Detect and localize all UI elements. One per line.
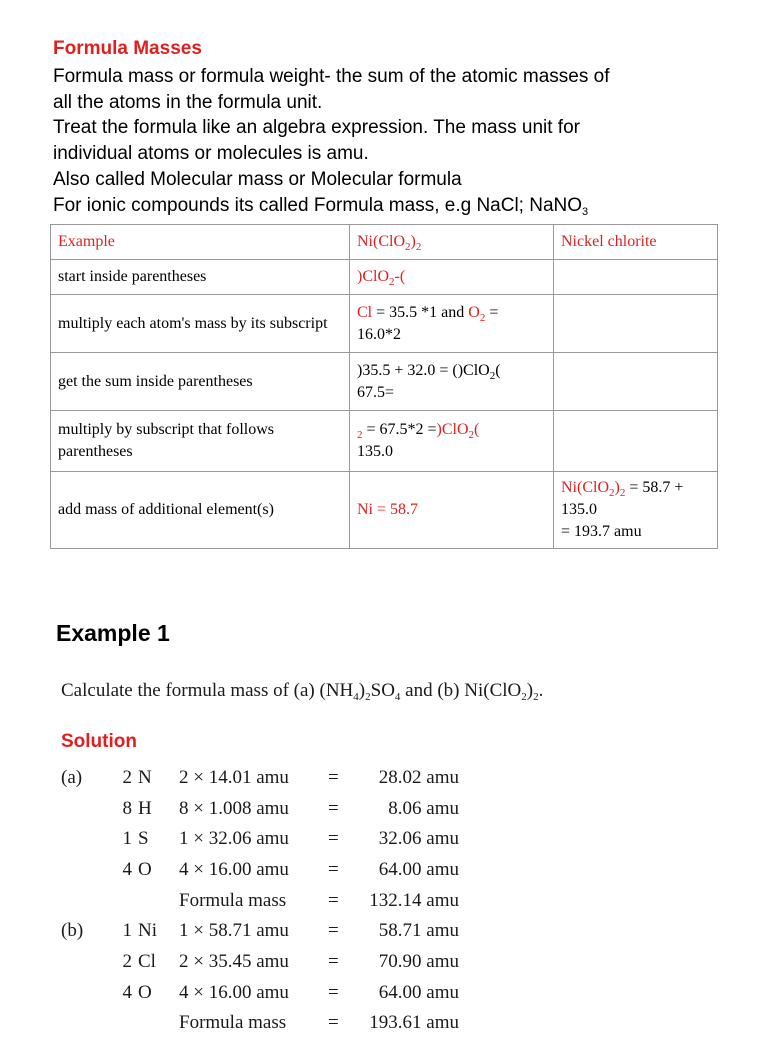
paragraph-text: For ionic compounds its called Formula mass, e.g NaCl; NaNO xyxy=(53,195,583,216)
text: . xyxy=(538,680,544,701)
equals-sign: = xyxy=(328,767,339,788)
text: )ClO xyxy=(436,421,469,438)
text: = 35.5 *1 and xyxy=(372,303,469,321)
example-heading: Example 1 xyxy=(56,620,170,646)
element-symbol: N xyxy=(138,767,152,788)
mass-result: 64.00 amu xyxy=(378,982,459,1003)
equals-sign: = xyxy=(328,920,339,941)
mass-calculation: 4 × 16.00 amu xyxy=(179,859,289,880)
text: ) xyxy=(358,680,366,701)
text: SO xyxy=(370,680,395,701)
section-title: Formula Masses xyxy=(53,38,202,59)
subscript: 2 xyxy=(468,429,475,441)
step-label: add mass of additional element(s) xyxy=(51,472,350,549)
element-symbol: Cl xyxy=(138,951,156,972)
equals-sign: = xyxy=(328,982,339,1003)
empty-cell xyxy=(554,353,718,411)
element-symbol: S xyxy=(138,828,149,849)
subscript: 3 xyxy=(582,206,589,218)
empty-cell xyxy=(554,295,718,353)
element-symbol: Ni xyxy=(138,920,157,941)
subscript: 2 xyxy=(479,311,486,324)
solution-row xyxy=(0,920,768,950)
text: 67.5= xyxy=(357,383,395,401)
text: ) xyxy=(410,233,416,250)
text: ) xyxy=(614,479,620,496)
element-symbol: O xyxy=(138,859,152,880)
step-work xyxy=(350,260,554,295)
atom-count: 4 xyxy=(122,859,132,880)
text: )35.5 + 32.0 = ()ClO xyxy=(357,361,490,379)
step-label: multiply by subscript that follows parentheses xyxy=(51,411,350,472)
empty-cell xyxy=(554,411,718,472)
equals-sign: = xyxy=(328,859,339,880)
solution-row xyxy=(0,828,768,858)
step-label: start inside parentheses xyxy=(51,260,350,295)
paragraph-line: Formula mass or formula weight- the sum of the atomic masses of xyxy=(53,66,610,87)
subscript: 2 xyxy=(415,241,422,253)
paragraph-line xyxy=(53,193,588,219)
paragraph-line: Treat the formula like an algebra expression. The mass unit for xyxy=(53,117,580,138)
element-symbol: O xyxy=(138,982,152,1003)
text: Ni(ClO xyxy=(357,233,405,250)
solution-row xyxy=(0,798,768,828)
text: and (b) Ni(ClO xyxy=(400,680,522,701)
text: O xyxy=(468,303,480,321)
atom-count: 4 xyxy=(122,982,132,1003)
text: = 58.7 + xyxy=(625,479,684,496)
step-label: get the sum inside parentheses xyxy=(51,353,350,411)
mass-result: 8.06 amu xyxy=(388,798,459,819)
mass-result: 70.90 amu xyxy=(378,951,459,972)
mass-calculation: 1 × 32.06 amu xyxy=(179,828,289,849)
subscript: 2 xyxy=(533,691,539,703)
text: )ClO xyxy=(357,268,389,285)
example-question xyxy=(61,680,543,702)
text: Ni = 58.7 xyxy=(357,501,419,518)
subscript: 2 xyxy=(357,429,363,441)
solution-row xyxy=(0,951,768,981)
mass-calculation: 2 × 35.45 amu xyxy=(179,951,289,972)
subscript: 2 xyxy=(609,487,615,499)
text: Ni(ClO xyxy=(561,479,609,496)
text: 135.0 xyxy=(357,443,393,460)
table-row xyxy=(51,472,718,549)
atom-count: 2 xyxy=(122,951,132,972)
text: = 193.7 amu xyxy=(561,523,642,540)
subscript: 4 xyxy=(353,691,359,703)
subscript: 2 xyxy=(521,691,527,703)
solution-row xyxy=(0,859,768,889)
equals-sign: = xyxy=(328,1012,339,1033)
paragraph-line: all the atoms in the formula unit. xyxy=(53,92,323,113)
table-row xyxy=(51,295,718,353)
text: 135.0 xyxy=(561,501,597,518)
text: = 67.5*2 = xyxy=(362,421,437,438)
solution-row xyxy=(0,767,768,797)
equals-sign: = xyxy=(328,828,339,849)
text: = xyxy=(485,303,499,321)
table-row xyxy=(51,260,718,295)
mass-calculation: 4 × 16.00 amu xyxy=(179,982,289,1003)
text: ( xyxy=(474,421,480,438)
step-work xyxy=(350,411,554,472)
mass-result: 28.02 amu xyxy=(378,767,459,788)
mass-result: 32.06 amu xyxy=(378,828,459,849)
mass-calculation: 1 × 58.71 amu xyxy=(179,920,289,941)
part-label: (a) xyxy=(61,767,83,788)
header-name: Nickel chlorite xyxy=(554,225,718,260)
mass-result: 58.71 amu xyxy=(378,920,459,941)
solution-label: Solution xyxy=(61,731,137,752)
step-work xyxy=(350,295,554,353)
atom-count: 1 xyxy=(122,920,132,941)
step-work xyxy=(350,472,554,549)
final-result xyxy=(554,472,718,549)
subscript: 4 xyxy=(394,691,401,703)
empty-cell xyxy=(554,260,718,295)
text: ( xyxy=(495,361,501,379)
solution-row xyxy=(0,982,768,1012)
text: ) xyxy=(526,680,534,701)
equals-sign: = xyxy=(328,890,339,911)
paragraph-line: Also called Molecular mass or Molecular formula xyxy=(53,169,462,190)
text: 16.0*2 xyxy=(357,325,401,343)
mass-result: 132.14 amu xyxy=(369,890,459,911)
equals-sign: = xyxy=(328,798,339,819)
solution-row xyxy=(0,1012,768,1042)
mass-calculation: 2 × 14.01 amu xyxy=(179,767,289,788)
mass-calculation: Formula mass xyxy=(179,890,287,911)
mass-calculation: Formula mass xyxy=(179,1012,287,1033)
atom-count: 2 xyxy=(122,767,132,788)
header-example: Example xyxy=(51,225,350,260)
element-symbol: H xyxy=(138,798,152,819)
text: Calculate the formula mass of (a) (NH xyxy=(61,680,354,701)
subscript: 2 xyxy=(619,487,626,499)
subscript: 2 xyxy=(489,369,496,382)
table-header-row xyxy=(51,225,718,260)
text: Cl xyxy=(357,303,373,321)
subscript: 2 xyxy=(389,276,395,288)
table-row xyxy=(51,411,718,472)
subscript: 2 xyxy=(405,241,411,253)
step-work xyxy=(350,353,554,411)
part-label: (b) xyxy=(61,920,84,941)
atom-count: 1 xyxy=(122,828,132,849)
mass-calculation: 8 × 1.008 amu xyxy=(179,798,289,819)
header-formula xyxy=(350,225,554,260)
atom-count: 8 xyxy=(122,798,132,819)
mass-result: 193.61 amu xyxy=(369,1012,459,1033)
solution-row xyxy=(0,890,768,920)
step-label: multiply each atom's mass by its subscript xyxy=(51,295,350,353)
subscript: 2 xyxy=(365,691,371,703)
paragraph-line: individual atoms or molecules is amu. xyxy=(53,143,369,164)
formula-mass-table xyxy=(50,224,718,549)
mass-result: 64.00 amu xyxy=(378,859,459,880)
text: -( xyxy=(394,268,406,285)
table-row xyxy=(51,353,718,411)
equals-sign: = xyxy=(328,951,339,972)
